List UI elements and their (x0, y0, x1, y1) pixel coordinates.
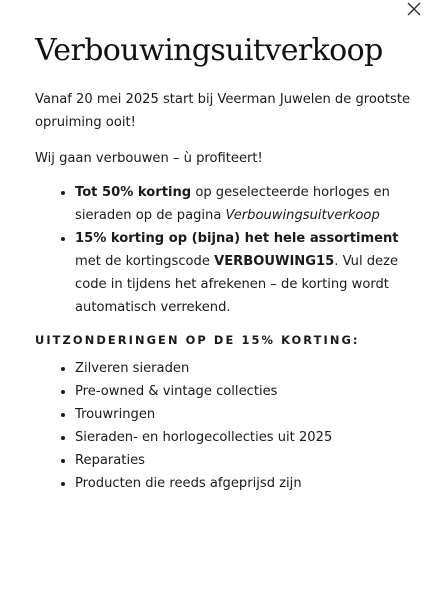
modal-title: Verbouwingsuitverkoop (35, 33, 383, 68)
offer-text-after: . Vul deze code in tijdens het afrekenen – de korting wordt automatisch verrekend. (75, 254, 399, 315)
exceptions-heading: UITZONDERINGEN OP DE 15% KORTING: (35, 333, 360, 347)
intro-text: Vanaf 20 mei 2025 start bij Veerman Juwelen de grootste opruiming ooit! (35, 92, 411, 130)
offer-item (75, 181, 415, 227)
exception-item: • Sieraden- en horlogecollecties uit 2025 (75, 426, 415, 449)
offers-list (35, 181, 415, 319)
offer-page-link-text: Verbouwingsuitverkoop (225, 208, 380, 223)
offer-text: op geselecteerde horloges en sieraden op de pagina (75, 185, 390, 223)
discount-code: VERBOUWING15 (214, 254, 335, 269)
offer-text: met de kortingscode (75, 254, 215, 269)
exception-item: • Producten die reeds afgeprijsd zijn (75, 472, 415, 495)
exception-item: • Reparaties (75, 449, 415, 472)
close-icon[interactable] (403, 0, 425, 22)
offer-bold: Tot 50% korting (75, 185, 192, 200)
modal-content (35, 88, 415, 495)
offer-item (75, 227, 415, 319)
exception-item: • Trouwringen (75, 403, 415, 426)
offer-bold: 15% korting op (bijna) het hele assortiment (75, 231, 399, 246)
exception-item: • Pre-owned & vintage collecties (75, 380, 415, 403)
lead-text: Wij gaan verbouwen – ù profiteert! (35, 151, 263, 166)
exception-item: • Zilveren sieraden (75, 357, 415, 380)
exceptions-list (35, 357, 415, 495)
